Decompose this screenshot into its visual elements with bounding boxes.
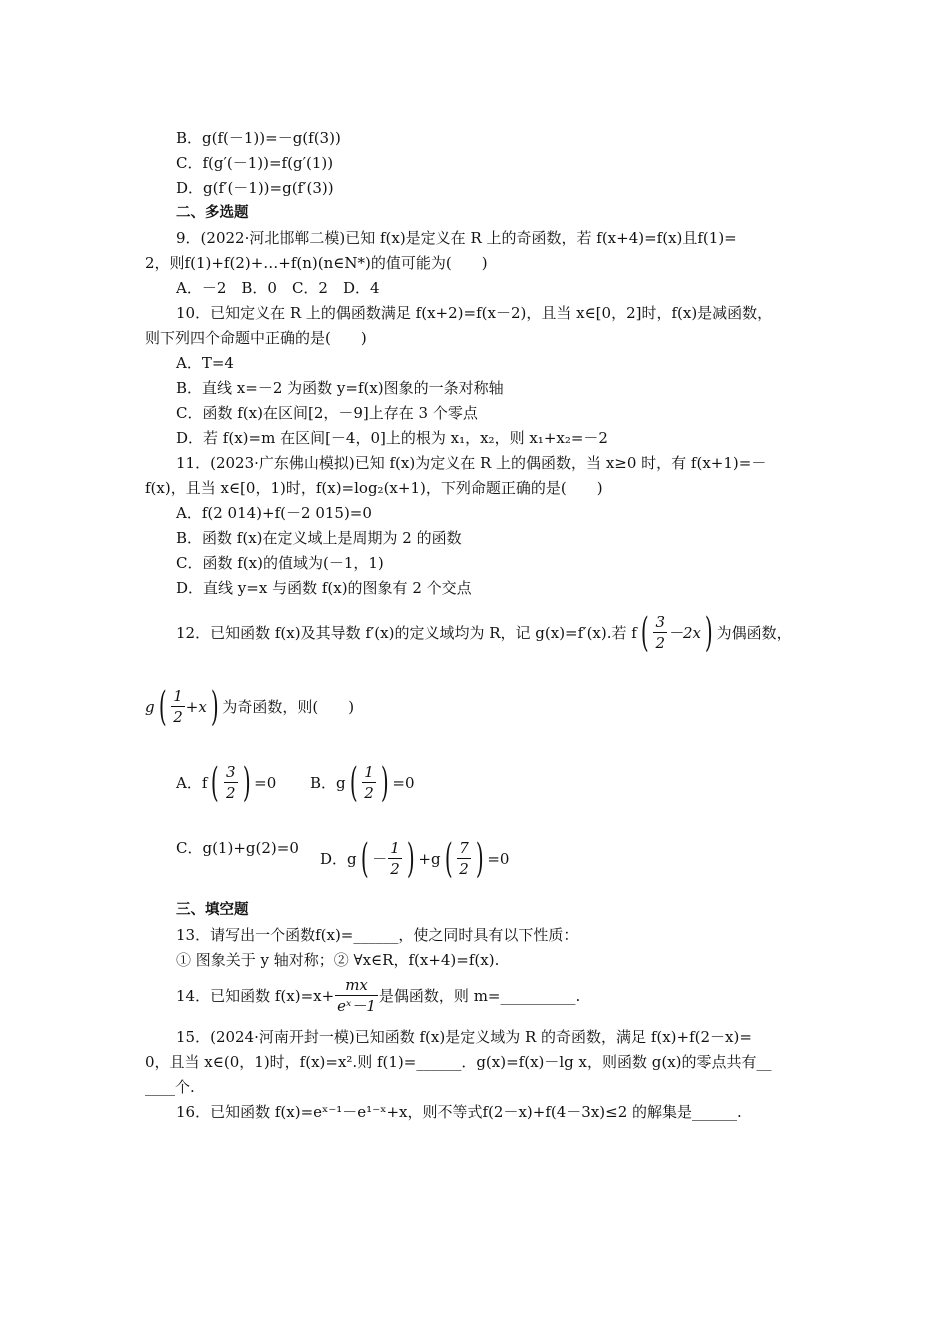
q11-line1: 11．(2023·广东佛山模拟)已知 f(x)为定义在 R 上的偶函数，当 x≥0 时，有 f(x+1)=－ [176,454,767,472]
q15-line2: 0，且当 x∈(0，1)时，f(x)=x².则 f(1)=______．g(x)=f(x)－lg x，则函数 g(x)的零点共有__ [145,1053,772,1071]
fraction: $\frac{3}{2}$ [655,613,665,652]
q11-option-d: D．直线 y=x 与函数 f(x)的图象有 2 个交点 [176,579,472,597]
fraction: $\frac{3}{2}$ [226,763,236,802]
q11-option-a: A．f(2 014)+f(－2 015)=0 [176,504,372,522]
q16-line: 16．已知函数 f(x)=eˣ⁻¹－e¹⁻ˣ+x，则不等式f(2－x)+f(4－3x)≤2 的解集是______. [176,1103,742,1121]
q9-options: A．－2 B．0 C．2 D．4 [176,279,380,297]
q12-option-a: A．f ( $\frac{3}{2}$ ) =0 [176,759,277,806]
option-b-q8: B．g(f(－1))=－g(f(3)) [176,129,341,147]
q12-option-c: C．g(1)+g(2)=0 [176,839,299,857]
q15-line1: 15．(2024·河南开封一模)已知函数 f(x)是定义域为 R 的奇函数，满足 f(x)+f(2－x)= [176,1028,752,1046]
option-c-q8: C．f(g′(－1))=f(g′(1)) [176,154,334,172]
q12-tail: 为偶函数， [716,623,792,642]
q10-option-a: A．T=4 [176,354,234,372]
q10-line2: 则下列四个命题中正确的是( ) [145,329,367,347]
q10-option-b: B．直线 x=－2 为函数 y=f(x)图象的一条对称轴 [176,379,504,397]
q11-line2: f(x)，且当 x∈[0，1)时，f(x)=log₂(x+1)，下列命题正确的是( ) [145,479,603,497]
q11-option-c: C．函数 f(x)的值域为(－1，1) [176,554,384,572]
section-fill-blank: 三、填空题 [176,902,249,918]
q12-line1: 12．已知函数 f(x)及其导数 f′(x)的定义域均为 R，记 g(x)=f′(x).若 f ( $\frac{3}{2}$ －2x ) 为偶函数， [176,609,792,656]
section-multi-choice: 二、多选题 [176,205,249,221]
q10-option-d: D．若 f(x)=m 在区间[－4，0]上的根为 x₁，x₂，则 x₁+x₂=－2 [176,429,608,447]
q12-text: 12．已知函数 f(x)及其导数 f′(x)的定义域均为 R，记 g(x)=f′(x).若 f [176,623,637,642]
fraction: $\frac{1}{2}$ [364,763,374,802]
q12-option-d: D．g ( － $\frac{1}{2}$ ) +g ( $\frac{7}{2}$ ) =0 [320,835,510,882]
q9-line2: 2，则f(1)+f(2)+…+f(n)(n∈N*)的值可能为( ) [145,254,488,272]
q10-option-c: C．函数 f(x)在区间[2，－9]上存在 3 个零点 [176,404,478,422]
q13-line1: 13．请写出一个函数f(x)=______，使之同时具有以下性质： [176,926,579,944]
option-d-q8: D．g(f′(－1))=g(f′(3)) [176,179,334,197]
q14-line: 14．已知函数 f(x)=x+ $\frac{mx}{\text{eˣ－1}}$ 是偶函数，则 m=__________. [176,976,581,1015]
q9-line1: 9．(2022·河北邯郸二模)已知 f(x)是定义在 R 上的奇函数，若 f(x+4)=f(x)且f(1)= [176,229,737,247]
fraction: $\frac{1}{2}$ [390,839,400,878]
q10-line1: 10．已知定义在 R 上的偶函数满足 f(x+2)=f(x－2)，且当 x∈[0，2]时，f(x)是减函数， [176,304,773,322]
q12-option-b: B．g ( $\frac{1}{2}$ ) =0 [310,759,415,806]
fraction: $\frac{1}{2}$ [173,687,183,726]
q15-line3: ____个. [145,1078,195,1096]
q13-line2: ① 图象关于 y 轴对称；② ∀x∈R，f(x+4)=f(x). [176,951,500,969]
q11-option-b: B．函数 f(x)在定义域上是周期为 2 的函数 [176,529,462,547]
fraction: $\frac{7}{2}$ [459,839,469,878]
fraction: $\frac{mx}{\text{eˣ－1}}$ [337,976,376,1015]
q12-line2: g ( $\frac{1}{2}$ +x ) 为奇函数，则( ) [145,683,355,730]
